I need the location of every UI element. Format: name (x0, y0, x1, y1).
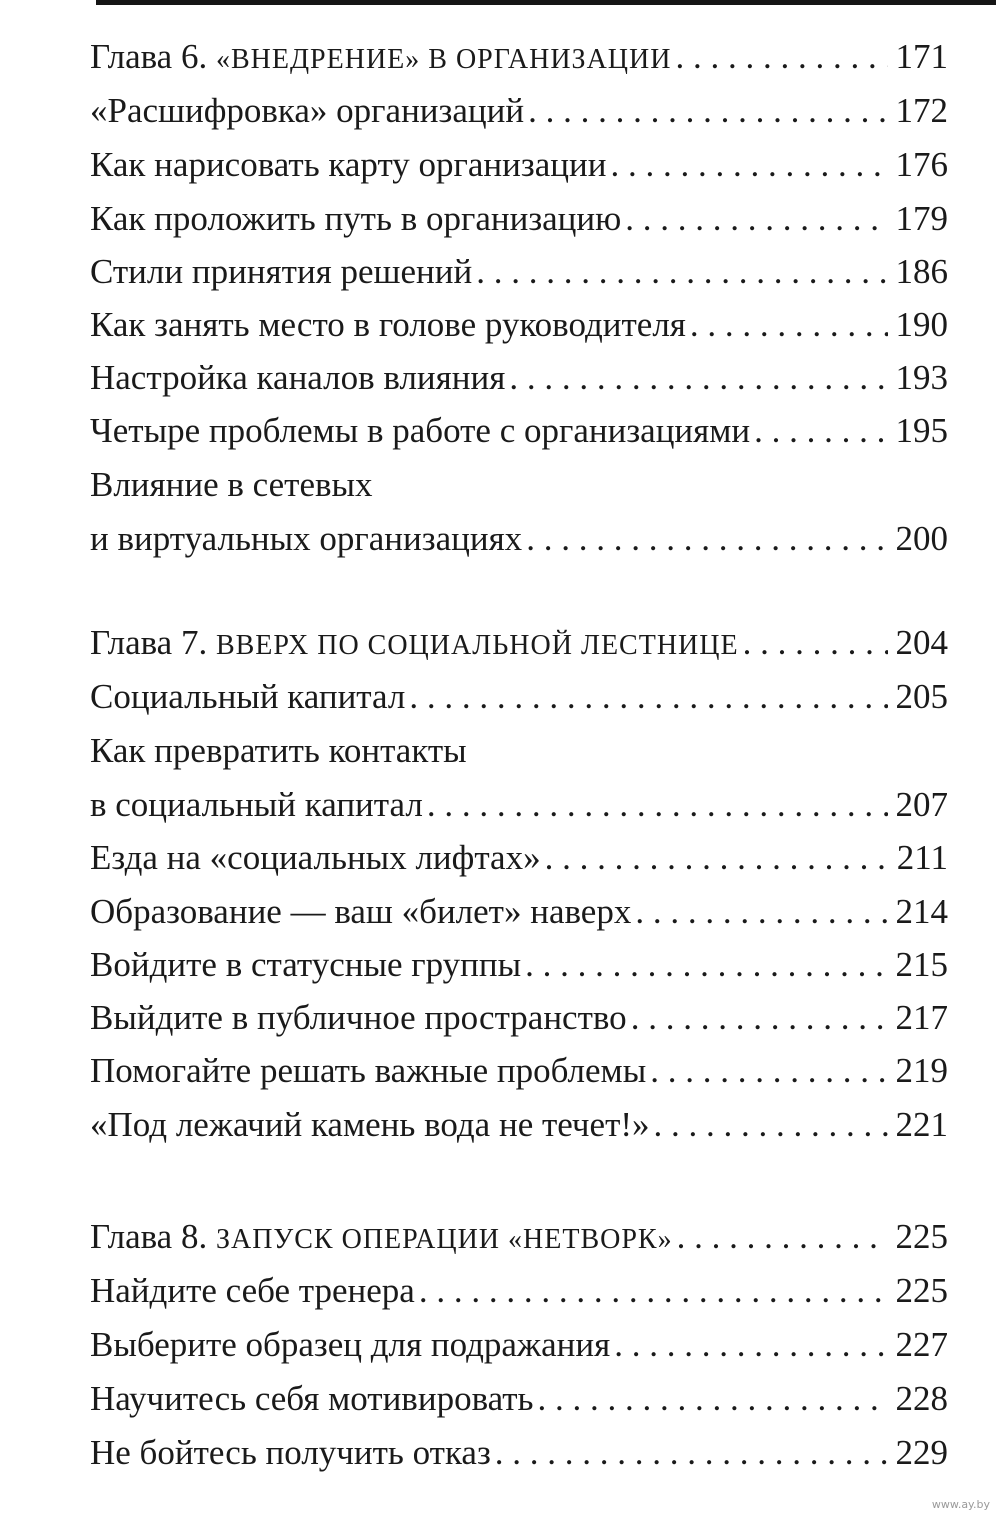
entry-title: Социальный капитал (90, 677, 406, 716)
entry-title: Войдите в статусные группы (90, 945, 522, 984)
page-number: 229 (895, 1433, 948, 1472)
entry-title: Не бойтесь получить отказ (90, 1433, 491, 1472)
entry-title: Найдите себе тренера (90, 1271, 415, 1310)
dot-leader (754, 404, 887, 458)
dot-leader (476, 245, 887, 299)
page-number: 219 (895, 1051, 948, 1090)
entry-title: Как проложить путь в организацию (90, 199, 622, 238)
page-number: 186 (895, 252, 948, 291)
dot-leader (545, 831, 889, 885)
toc-entry (90, 1098, 948, 1152)
entry-title: Помогайте решать важные проблемы (90, 1051, 647, 1090)
page-number: 205 (895, 677, 948, 716)
dot-leader (528, 84, 887, 138)
chapter-title: «ВНЕДРЕНИЕ» В ОРГАНИЗАЦИИ (215, 44, 672, 75)
toc-entry (90, 1372, 948, 1426)
page-number: 207 (895, 785, 948, 824)
entry-title-line1: Влияние в сетевых (90, 465, 373, 504)
toc-entry (90, 192, 948, 246)
page-number: 195 (895, 411, 948, 450)
entry-title: Как нарисовать карту организации (90, 145, 607, 184)
page-number: 204 (895, 623, 948, 662)
dot-leader (614, 1318, 887, 1372)
toc-entry (90, 670, 948, 724)
page-number: 176 (895, 145, 948, 184)
chapter-title: ЗАПУСК ОПЕРАЦИИ «НЕТВОРК» (215, 1224, 673, 1255)
entry-title: Как занять место в голове руководителя (90, 305, 686, 344)
chapter-6-heading (90, 30, 948, 84)
dot-leader (743, 616, 888, 670)
chapter-7-heading (90, 616, 948, 670)
dot-leader (677, 1210, 888, 1264)
dot-leader (525, 938, 887, 992)
toc-entry (90, 1318, 948, 1372)
watermark: www.ay.by (931, 1498, 990, 1511)
page-number: 190 (895, 305, 948, 344)
toc-entry (90, 138, 948, 192)
toc-entry (90, 724, 948, 832)
page-number: 221 (895, 1105, 948, 1144)
toc-entry (90, 1044, 948, 1098)
entry-title: Выйдите в публичное пространство (90, 998, 627, 1037)
page-number: 215 (895, 945, 948, 984)
page-number: 172 (895, 91, 948, 130)
top-rule (96, 0, 996, 5)
toc-entry (90, 458, 948, 566)
dot-leader (675, 30, 887, 84)
page-number: 214 (895, 892, 948, 931)
entry-title: Выберите образец для подражания (90, 1325, 611, 1364)
toc-entry (90, 831, 948, 885)
toc-entry (90, 1426, 948, 1480)
toc-entry (90, 1264, 948, 1318)
page-number: 200 (895, 519, 948, 558)
entry-title: «Расшифровка» организаций (90, 91, 525, 130)
page-number: 225 (895, 1271, 948, 1310)
page-number: 217 (895, 998, 948, 1037)
dot-leader (650, 1044, 887, 1098)
page-number: 179 (895, 199, 948, 238)
page-number: 211 (896, 838, 948, 877)
dot-leader (495, 1426, 888, 1480)
chapter-prefix: Глава 8. (90, 1217, 208, 1256)
dot-leader (427, 778, 888, 832)
chapter-title: ВВЕРХ ПО СОЦИАЛЬНОЙ ЛЕСТНИЦЕ (215, 630, 739, 661)
entry-title-line2: в социальный капитал (90, 785, 423, 824)
dot-leader (409, 670, 887, 724)
entry-title: «Под лежачий камень вода не течет!» (90, 1105, 650, 1144)
chapter-prefix: Глава 7. (90, 623, 208, 662)
chapter-prefix: Глава 6. (90, 37, 208, 76)
entry-title: Образование — ваш «билет» наверх (90, 892, 632, 931)
toc-entry (90, 298, 948, 352)
dot-leader (635, 885, 887, 939)
page-number: 227 (895, 1325, 948, 1364)
toc-entry (90, 885, 948, 939)
toc-entry (90, 938, 948, 992)
dot-leader (509, 351, 887, 405)
entry-title-line2: и виртуальных организациях (90, 519, 523, 558)
dot-leader (538, 1372, 888, 1426)
dot-leader (419, 1264, 888, 1318)
dot-leader (654, 1098, 888, 1152)
dot-leader (526, 512, 887, 566)
entry-title: Научитесь себя мотивировать (90, 1379, 534, 1418)
entry-title-line1: Как превратить контакты (90, 731, 467, 770)
dot-leader (690, 298, 888, 352)
page-number: 171 (895, 37, 948, 76)
page-number: 228 (895, 1379, 948, 1418)
entry-title: Езда на «социальных лифтах» (90, 838, 541, 877)
page-number: 225 (895, 1217, 948, 1256)
toc-entry (90, 991, 948, 1045)
toc-entry (90, 404, 948, 458)
toc-entry (90, 84, 948, 138)
dot-leader (610, 138, 887, 192)
entry-title: Стили принятия решений (90, 252, 473, 291)
toc-entry (90, 245, 948, 299)
page-number: 193 (895, 358, 948, 397)
dot-leader (625, 192, 887, 246)
dot-leader (631, 991, 888, 1045)
entry-title: Четыре проблемы в работе с организациями (90, 411, 751, 450)
toc-entry (90, 351, 948, 405)
entry-title: Настройка каналов влияния (90, 358, 506, 397)
chapter-8-heading (90, 1210, 948, 1264)
